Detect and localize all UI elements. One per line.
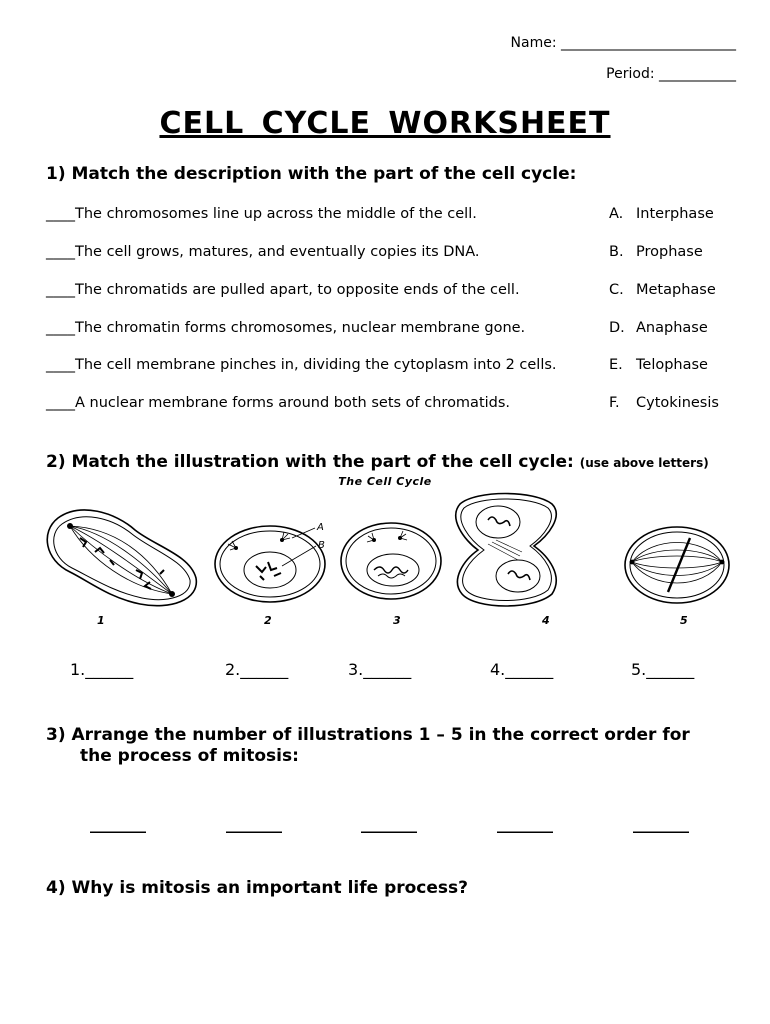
q1-item-1[interactable]: ____The chromosomes line up across the middle of the cell. [46, 206, 477, 222]
cell-illustration-3 [338, 520, 444, 602]
question-3-prompt-line-2: the process of mitosis: [80, 746, 299, 766]
name-field-line[interactable]: Name: _________________________ [510, 35, 736, 51]
q3-order-blank-3[interactable]: _______ [361, 814, 417, 833]
cell-number-1: 1 [97, 614, 105, 627]
cell-illustration-1 [40, 500, 200, 612]
page-title: CELL CYCLE WORKSHEET [159, 106, 611, 141]
q2-note: (use above letters) [579, 456, 709, 470]
cell-number-5: 5 [680, 614, 688, 627]
cell-number-3: 3 [393, 614, 401, 627]
option-label: Cytokinesis [636, 395, 719, 411]
q1-option-e [609, 357, 708, 373]
option-letter: F. [609, 395, 620, 411]
q1-item-3[interactable]: ____The chromatids are pulled apart, to opposite ends of the cell. [46, 282, 520, 298]
q1-option-c [609, 282, 716, 298]
q3-order-blank-2[interactable]: _______ [226, 814, 282, 833]
q3-order-blank-5[interactable]: _______ [633, 814, 689, 833]
q1-option-a [609, 206, 714, 222]
q1-option-f [609, 395, 719, 411]
q2-answer-5[interactable]: 5.______ [631, 660, 695, 679]
q3-order-blank-4[interactable]: _______ [497, 814, 553, 833]
option-label: Prophase [636, 244, 703, 260]
q2-prompt-text: 2) Match the illustration with the part of the cell cycle: [46, 452, 574, 472]
q2-answer-4[interactable]: 4.______ [490, 660, 554, 679]
q1-option-d [609, 320, 708, 336]
option-label: Metaphase [636, 282, 716, 298]
q2-answer-2[interactable]: 2.______ [225, 660, 289, 679]
question-1-prompt: 1) Match the description with the part of the cell cycle: [46, 164, 577, 184]
option-letter: C. [609, 282, 624, 298]
q3-order-blank-1[interactable]: _______ [90, 814, 146, 833]
option-letter: B. [609, 244, 624, 260]
question-4-prompt: 4) Why is mitosis an important life process? [46, 878, 469, 898]
q1-item-2[interactable]: ____The cell grows, matures, and eventually copies its DNA. [46, 244, 480, 260]
q1-option-b [609, 244, 703, 260]
q1-item-4[interactable]: ____The chromatin forms chromosomes, nuclear membrane gone. [46, 320, 526, 336]
cell-number-4: 4 [542, 614, 550, 627]
option-label: Interphase [636, 206, 714, 222]
option-label: Telophase [636, 357, 708, 373]
cell-number-2: 2 [264, 614, 272, 627]
option-letter: A. [609, 206, 624, 222]
q1-item-6[interactable]: ____A nuclear membrane forms around both sets of chromatids. [46, 395, 511, 411]
period-field-line[interactable]: Period: ___________ [606, 66, 736, 82]
option-letter: D. [609, 320, 625, 336]
cell-illustration-2 [212, 518, 340, 604]
diagram-label-a: A [317, 522, 324, 533]
question-2-prompt [46, 452, 709, 472]
cell-illustration-4 [448, 490, 566, 612]
q1-item-5[interactable]: ____The cell membrane pinches in, dividing the cytoplasm into 2 cells. [46, 357, 557, 373]
cell-illustration-5 [622, 524, 732, 606]
diagram-title: The Cell Cycle [338, 475, 432, 488]
question-3-prompt-line-1: 3) Arrange the number of illustrations 1 – 5 in the correct order for [46, 725, 690, 745]
q2-answer-3[interactable]: 3.______ [348, 660, 412, 679]
option-label: Anaphase [636, 320, 708, 336]
q2-answer-1[interactable]: 1.______ [70, 660, 134, 679]
diagram-label-b: B [318, 540, 325, 551]
option-letter: E. [609, 357, 623, 373]
